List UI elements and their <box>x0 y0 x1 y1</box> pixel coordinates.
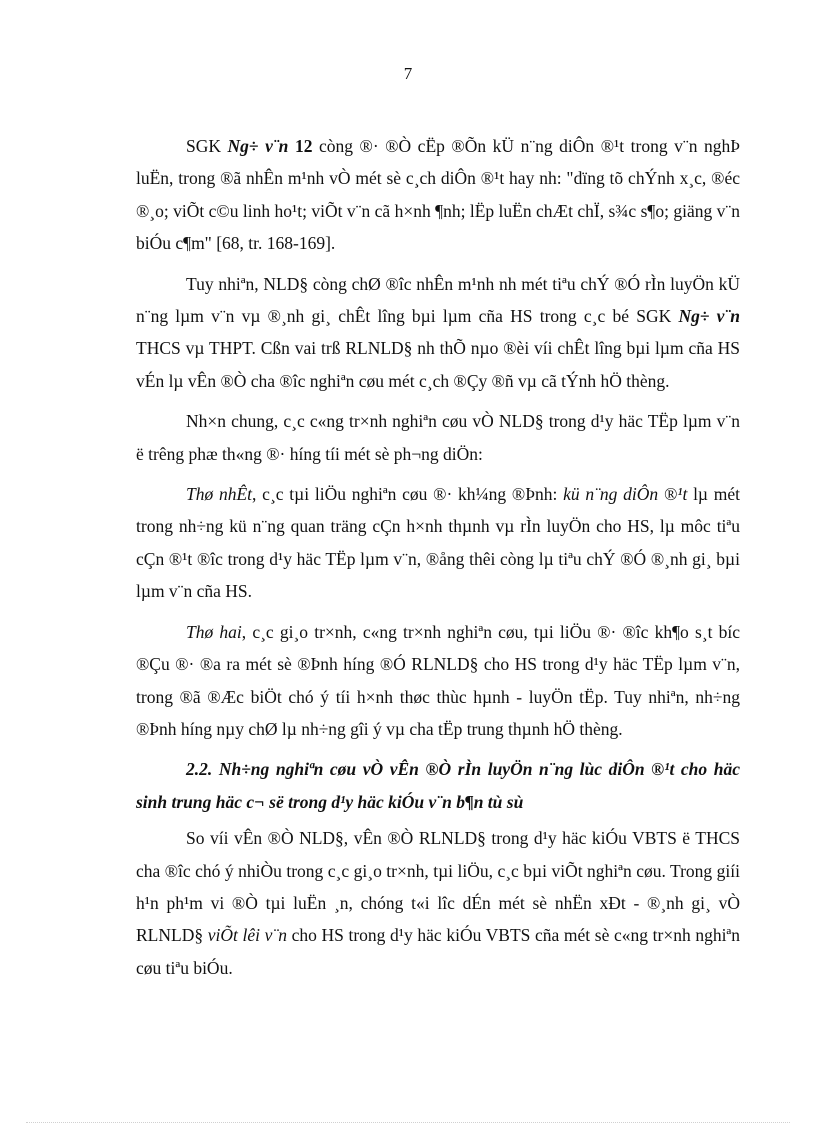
text-run: SGK <box>186 136 228 156</box>
paragraph-sgk-12 <box>136 130 740 260</box>
text-run: lµ mét trong nh÷ng kü n¨ng quan träng cÇn h×nh thµnh vµ rÌn luyÖn cho HS, lµ môc tiªu cÇn ®¹t ®îc trong d¹y häc TËp lµm v¨n, ®ång thêi còng lµ tiªu chÝ ®Ó ®¸nh gi¸ bµi lµm v¨n cña HS. <box>136 484 740 602</box>
book-title: Ng÷ v¨n <box>678 306 740 327</box>
paragraph-however <box>136 268 740 398</box>
writing-term: viÕt lêi v¨n <box>207 925 287 946</box>
text-run: So víi vÊn ®Ò NLD§, vÊn ®Ò RLNLD§ trong d¹y häc kiÓu VBTS ë THCS cha ®îc chó ý nhiÒu trong c¸c gi¸o tr×nh, tµi liÖu, c¸c bµi viÕt nghiªn cøu. Trong giíi h¹n ph¹m vi ®Ò tµi luËn ¸n, chóng t«i lîc dÉn mét sè nhËn xÐt - ®¸nh gi¸ vÒ RLNLD§ <box>136 828 740 946</box>
page-body <box>136 130 740 992</box>
paragraph-second-point <box>136 616 740 746</box>
text-run: Tuy nhiªn, NLD§ còng chØ ®îc nhÊn m¹nh nh mét tiªu chÝ ®Ó rÌn luyÖn kÜ n¨ng lµm v¨n vµ ®¸nh gi¸ chÊt lîng bµi lµm cña HS trong c¸c bé SGK <box>136 273 740 327</box>
paragraph-first-point <box>136 478 740 608</box>
second-label: Thø hai <box>186 621 242 642</box>
grade-number: 12 <box>294 136 313 156</box>
paragraph-overview: Nh×n chung, c¸c c«ng tr×nh nghiªn cøu vÒ NLD§ trong d¹y häc TËp lµm v¨n ë trêng phæ th«ng ®· híng tíi mét sè ph¬ng diÖn: <box>136 411 740 464</box>
first-label: Thø nhÊt <box>186 484 253 505</box>
skill-term: kü n¨ng diÔn ®¹t <box>563 484 688 505</box>
section-heading-2-2: 2.2. Nh÷ng nghiªn cøu vÒ vÊn ®Ò rÌn luyÖn n¨ng lùc diÔn ®¹t cho häc sinh trung häc c¬ së trong d¹y häc kiÓu v¨n b¶n tù sù <box>136 759 740 812</box>
text-run: cho HS trong d¹y häc kiÓu VBTS cña mét sè c«ng tr×nh nghiªn cøu tiªu biÓu. <box>136 925 741 978</box>
page-number: 7 <box>403 64 413 83</box>
paragraph-comparison <box>136 822 740 984</box>
text-run: còng ®· ®Ò cËp ®Õn kÜ n¨ng diÔn ®¹t trong v¨n nghÞ luËn, trong ®ã nhÊn m¹nh vÒ mét sè c¸ch diÔn ®¹t hay nh: "dïng tõ chÝnh x¸c, ®éc ®¸o; viÕt c©u linh ho¹t; viÕt v¨n cã h×nh ¶nh; lËp luËn chÆt chÏ, s¾c s¶o; giäng v¨n biÓu c¶m" [68, tr. 168-169]. <box>136 136 740 254</box>
text-run: , c¸c tµi liÖu nghiªn cøu ®· kh¼ng ®Þnh: <box>252 484 564 505</box>
book-title: Ng÷ v¨n <box>227 136 289 156</box>
text-run: THCS vµ THPT. Cßn vai trß RLNLD§ nh thÕ nµo ®èi víi chÊt lîng bµi lµm cña HS vÉn lµ vÊn ®Ò cha ®îc nghiªn cøu mét c¸ch ®Çy ®ñ vµ cã tÝnh hÖ thèng. <box>136 338 740 391</box>
text-run: , c¸c gi¸o tr×nh, c«ng tr×nh nghiªn cøu, tµi liÖu ®· ®îc kh¶o s¸t bíc ®Çu ®· ®a ra mét sè ®Þnh híng ®Ó RLNLD§ cho HS trong d¹y häc TËp lµm v¨n, trong ®ã ®Æc biÖt chó ý tíi h×nh thøc thùc hµnh - luyÖn tËp. Tuy nhiªn, nh÷ng ®Þnh híng nµy chØ lµ nh÷ng gîi ý vµ cha tËp trung thµnh hÖ thèng. <box>136 621 740 739</box>
